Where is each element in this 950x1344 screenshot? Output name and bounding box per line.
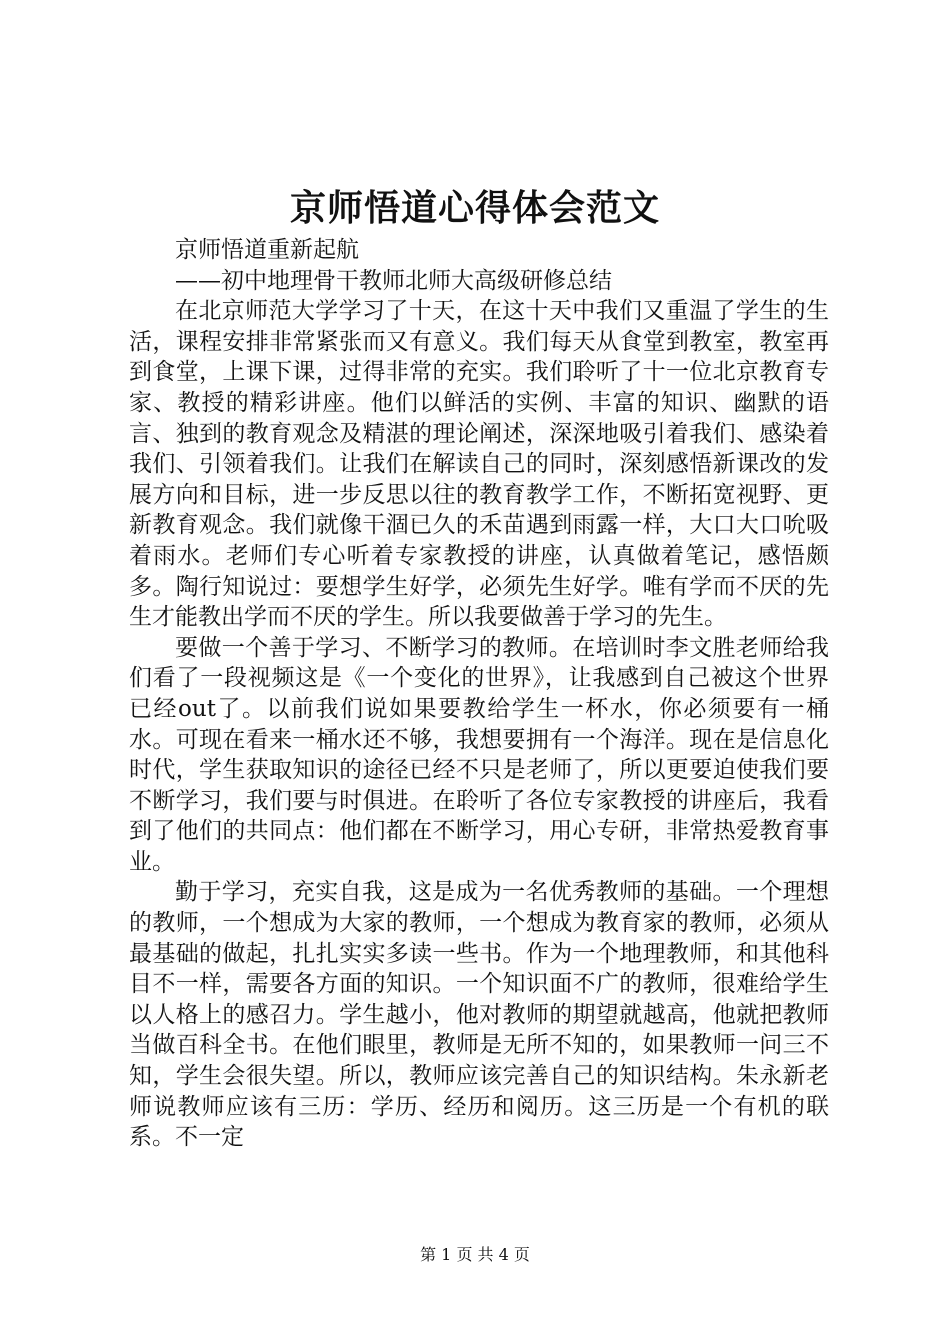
paragraph-1: 在北京师范大学学习了十天，在这十天中我们又重温了学生的生活，课程安排非常紧张而又有意义。我们每天从食堂到教室，教室再到食堂，上课下课，过得非常的充实。我们聆听了十一位北京教育专家、教授的精彩讲座。他们以鲜活的实例、丰富的知识、幽默的语言、独到的教育观念及精湛的理论阐述，深深地吸引着我们、感染着我们、引领着我们。让我们在解读自己的同时，深刻感悟新课改的发展方向和目标，进一步反思以往的教育教学工作，不断拓宽视野、更新教育观念。我们就像干涸已久的禾苗遇到雨露一样，大口大口吮吸着雨水。老师们专心听着专家教授的讲座，认真做着笔记，感悟颇多。陶行知说过：要想学生好学，必须先生好学。唯有学而不厌的先生才能教出学而不厌的学生。所以我要做善于学习的先生。 <box>129 298 829 631</box>
document-subtitle: 京师悟道重新起航 <box>175 237 359 263</box>
document-subheading: ——初中地理骨干教师北师大高级研修总结 <box>175 267 612 294</box>
document-body <box>129 235 829 1153</box>
paragraph-3: 勤于学习，充实自我，这是成为一名优秀教师的基础。一个理想的教师，一个想成为大家的教师，一个想成为教育家的教师，必须从最基础的做起，扎扎实实多读一些书。作为一个地理教师，和其他科目不一样，需要各方面的知识。一个知识面不广的教师，很难给学生以人格上的感召力。学生越小，他对教师的期望就越高，他就把教师当做百科全书。在他们眼里，教师是无所不知的，如果教师一问三不知，学生会很失望。所以，教师应该完善自己的知识结构。朱永新老师说教师应该有三历：学历、经历和阅历。这三历是一个有机的联系。不一定 <box>129 879 829 1151</box>
document-title: 京师悟道心得体会范文 <box>289 187 660 229</box>
page-footer: 第 1 页 共 4 页 <box>420 1245 530 1264</box>
paragraph-2: 要做一个善于学习、不断学习的教师。在培训时李文胜老师给我们看了一段视频这是《一个变化的世界》，让我感到自己被这个世界已经out了。以前我们说如果要教给学生一杯水，你必须要有一桶水。可现在看来一桶水还不够，我想要拥有一个海洋。现在是信息化时代，学生获取知识的途径已经不只是老师了，所以更要迫使我们要不断学习，我们要与时俱进。在聆听了各位专家教授的讲座后，我看到了他们的共同点：他们都在不断学习，用心专研，非常热爱教育事业。 <box>129 634 829 875</box>
